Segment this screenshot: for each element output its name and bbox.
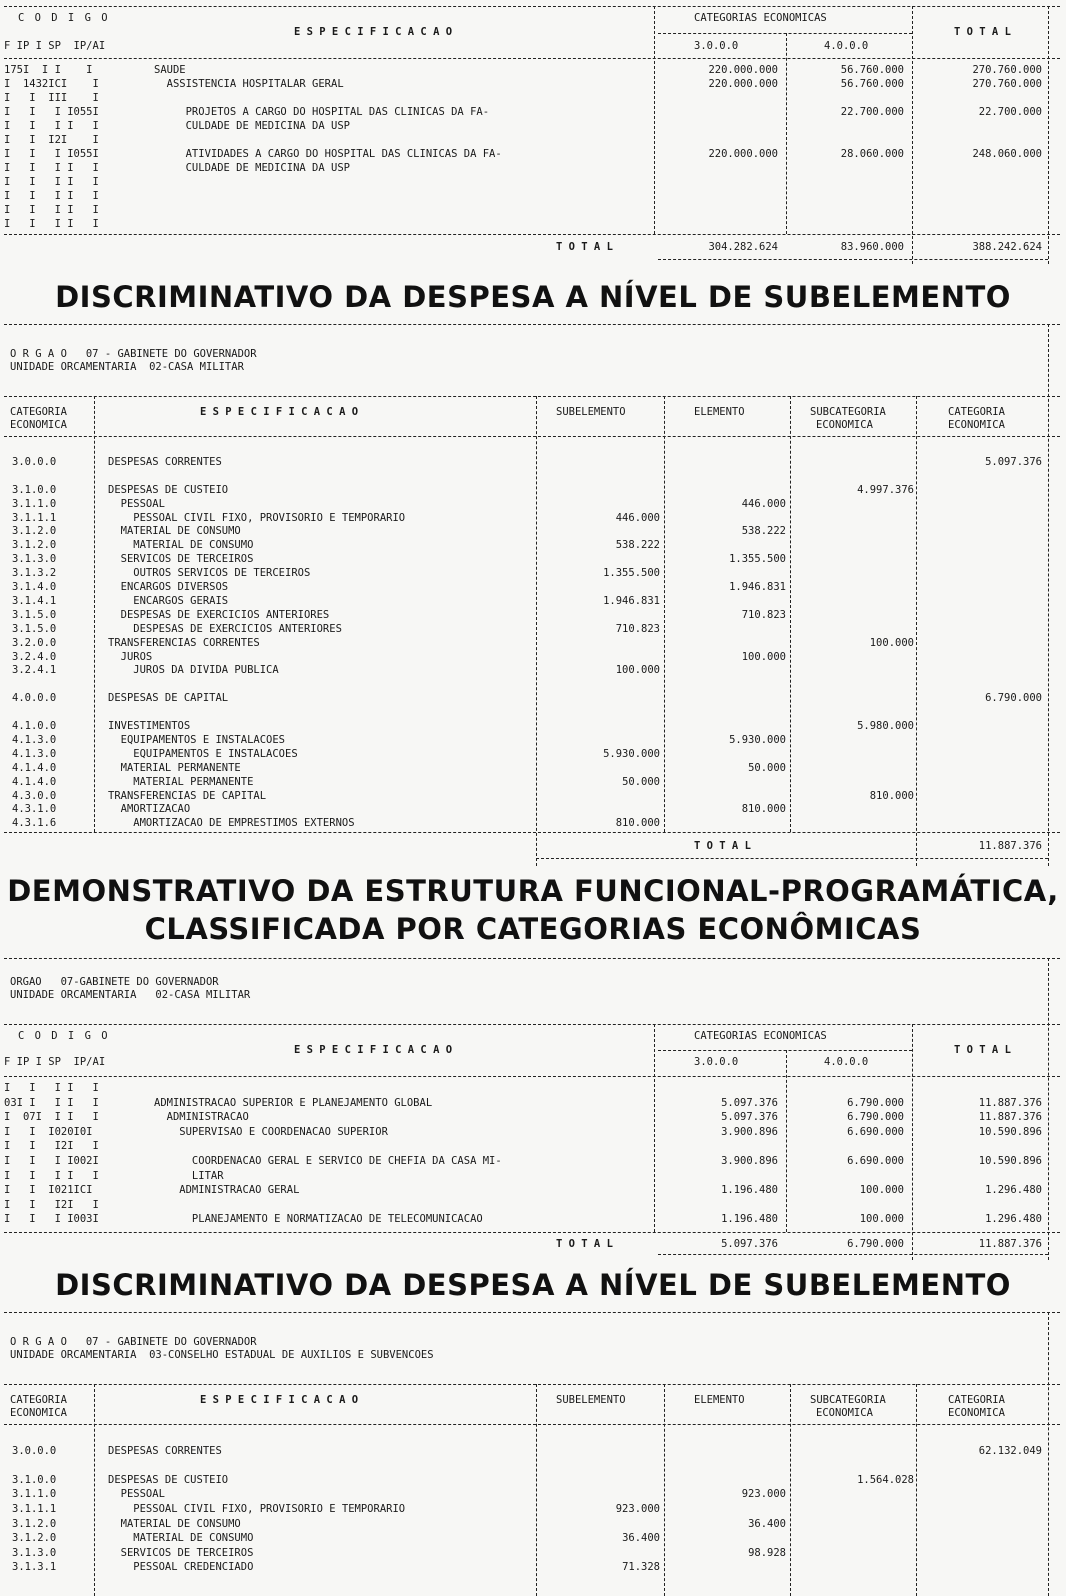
- heading-discriminativo-2: DISCRIMINATIVO DA DESPESA A NÍVEL DE SUBELEMENTO: [55, 1268, 1011, 1302]
- value-cell-4000: 28.060.000: [840, 148, 904, 160]
- elemento-cell: 100.000: [741, 650, 786, 663]
- category-code-cell: 4.1.4.0: [12, 761, 57, 774]
- category-code-cell: 3.0.0.0: [12, 455, 57, 468]
- spec-cell: DESPESAS DE EXERCICIOS ANTERIORES: [108, 608, 330, 621]
- top-functional-table: [4, 6, 1060, 264]
- sub2-orgao-line: O R G A O 07 - GABINETE DO GOVERNADOR: [10, 1336, 257, 1348]
- subelemento-cell: 5.930.000: [603, 747, 660, 760]
- total-cell: 22.700.000: [978, 106, 1042, 118]
- category-code-cell: 4.0.0.0: [12, 692, 57, 705]
- spec-cell: ADMINISTRACAO GERAL: [154, 1184, 300, 1197]
- category-code-cell: 3.1.1.0: [12, 497, 57, 510]
- spec-cell: PESSOAL: [108, 1488, 165, 1501]
- code-cell: I I III I: [4, 92, 99, 104]
- category-code-cell: 4.1.3.0: [12, 747, 57, 760]
- spec-cell: ENCARGOS DIVERSOS: [108, 581, 229, 593]
- category-code-cell: 3.1.2.0: [12, 1517, 57, 1530]
- code-cell: I I I I055I: [4, 106, 99, 118]
- elemento-cell: 710.823: [741, 608, 786, 621]
- value-cell-3000: 5.097.376: [721, 1096, 778, 1109]
- code-cell: I I I I I: [4, 1082, 99, 1094]
- category-code-cell: 3.1.2.0: [12, 539, 57, 552]
- spec-cell: INVESTIMENTOS: [108, 720, 191, 732]
- spec-cell: TRANSFERENCIAS DE CAPITAL: [108, 789, 267, 802]
- category-code-cell: 3.1.2.0: [12, 1532, 57, 1545]
- value-cell-3000: 5.097.376: [721, 1111, 778, 1124]
- code-cell: I I I020I0I: [4, 1125, 93, 1138]
- spec-cell: PESSOAL CREDENCIADO: [108, 1561, 254, 1574]
- hdr-economica-right: ECONOMICA: [948, 419, 1005, 431]
- func-total-v2: 6.790.000: [847, 1238, 904, 1250]
- spec-cell: AMORTIZACAO DE EMPRESTIMOS EXTERNOS: [108, 817, 355, 830]
- code-cell: 175I I I I: [4, 64, 93, 76]
- code-cell: I 1432ICI I: [4, 78, 99, 90]
- spec-cell: SUPERVISAO E COORDENACAO SUPERIOR: [154, 1125, 388, 1138]
- sub2-hdr-especificacao: E S P E C I F I C A C A O: [200, 1394, 359, 1406]
- subcategoria-cell: 1.564.028: [857, 1473, 914, 1486]
- value-cell-3000: 220.000.000: [708, 78, 778, 90]
- hdr-categoria: CATEGORIA: [10, 406, 67, 418]
- elemento-cell: 446.000: [741, 497, 786, 510]
- heading-demonstrativo-line1: DEMONSTRATIVO DA ESTRUTURA FUNCIONAL-PROGRAMÁTICA,: [7, 874, 1059, 908]
- spec-cell: DESPESAS DE EXERCICIOS ANTERIORES: [108, 622, 342, 635]
- spec-cell: MATERIAL DE CONSUMO: [108, 1517, 241, 1530]
- total-header: T O T A L: [954, 26, 1011, 38]
- total-cell: 10.590.896: [978, 1155, 1042, 1167]
- elemento-cell: 98.928: [748, 1546, 786, 1559]
- code-cell: I I I I002I: [4, 1155, 99, 1167]
- subelemento-cell: 446.000: [615, 511, 660, 524]
- func-col1-header: 3.0.0.0: [694, 1056, 739, 1068]
- code-cell: I I I I I: [4, 204, 99, 216]
- sub1-total-label: T O T A L: [694, 840, 751, 852]
- subelemento-cell: 1.355.500: [603, 567, 660, 580]
- heading-discriminativo-1: DISCRIMINATIVO DA DESPESA A NÍVEL DE SUBELEMENTO: [55, 280, 1011, 314]
- subcategoria-cell: 4.997.376: [857, 483, 914, 496]
- spec-cell: DESPESAS CORRENTES: [108, 455, 222, 468]
- spec-cell: MATERIAL DE CONSUMO: [108, 525, 241, 538]
- orgao-line: O R G A O 07 - GABINETE DO GOVERNADOR: [10, 348, 257, 360]
- category-code-cell: 3.2.0.0: [12, 636, 57, 649]
- spec-cell: AMORTIZACAO: [108, 803, 191, 816]
- total-cell: 11.887.376: [978, 1096, 1042, 1109]
- spec-cell: MATERIAL PERMANENTE: [108, 761, 241, 774]
- top-total-total: 388.242.624: [972, 241, 1042, 253]
- value-cell-3000: 3.900.896: [721, 1155, 778, 1167]
- category-code-cell: 3.1.4.1: [12, 594, 57, 607]
- func-codigo-header: C O D I G O: [18, 1030, 110, 1042]
- spec-cell: CULDADE DE MEDICINA DA USP: [154, 162, 350, 174]
- func-unidade-line: UNIDADE ORCAMENTARIA 02-CASA MILITAR: [10, 989, 251, 1001]
- category-code-cell: 3.1.5.0: [12, 608, 57, 621]
- subelemento-cell: 1.946.831: [603, 594, 660, 607]
- spec-cell: ENCARGOS GERAIS: [108, 594, 229, 607]
- func-especificacao-header: E S P E C I F I C A C A O: [294, 1044, 453, 1056]
- code-cell: I I I2I I: [4, 1198, 99, 1211]
- elemento-cell: 50.000: [748, 761, 786, 774]
- total-cell: 248.060.000: [972, 148, 1042, 160]
- category-code-cell: 3.1.0.0: [12, 1473, 57, 1486]
- sub2-hdr-subcategoria: SUBCATEGORIA: [810, 1394, 886, 1406]
- value-cell-3000: 3.900.896: [721, 1125, 778, 1138]
- sub2-hdr-subelemento: SUBELEMENTO: [556, 1394, 626, 1406]
- category-code-cell: 3.1.1.0: [12, 1488, 57, 1501]
- total-cell: 1.296.480: [985, 1213, 1042, 1226]
- value-cell-4000: 100.000: [859, 1213, 904, 1226]
- spec-cell: PESSOAL CIVIL FIXO, PROVISORIO E TEMPORARIO: [108, 511, 406, 524]
- value-cell-4000: 22.700.000: [840, 106, 904, 118]
- elemento-cell: 923.000: [741, 1488, 786, 1501]
- categorias-header: CATEGORIAS ECONOMICAS: [694, 12, 827, 24]
- total-cell: 1.296.480: [985, 1184, 1042, 1197]
- value-cell-3000: 220.000.000: [708, 64, 778, 76]
- func-total-v1: 5.097.376: [721, 1238, 778, 1250]
- category-code-cell: 3.1.0.0: [12, 483, 57, 496]
- top-total-v2: 83.960.000: [840, 241, 904, 253]
- spec-cell: CULDADE DE MEDICINA DA USP: [154, 120, 350, 132]
- spec-cell: LITAR: [154, 1169, 224, 1182]
- code-cell: I I I I I: [4, 218, 99, 230]
- category-code-cell: 4.1.0.0: [12, 720, 57, 732]
- sub2-hdr-categoria-right: CATEGORIA: [948, 1394, 1005, 1406]
- total-cell: 11.887.376: [978, 1111, 1042, 1124]
- code-cell: I I I2I I: [4, 1140, 99, 1153]
- func-total-header: T O T A L: [954, 1044, 1011, 1056]
- code-cell: I I I I I: [4, 120, 99, 132]
- value-cell-4000: 56.760.000: [840, 64, 904, 76]
- spec-cell: SERVICOS DE TERCEIROS: [108, 553, 254, 566]
- func-total-label: T O T A L: [556, 1238, 613, 1250]
- categoria-cell: 5.097.376: [985, 455, 1042, 468]
- spec-cell: TRANSFERENCIAS CORRENTES: [108, 636, 260, 649]
- spec-cell: MATERIAL DE CONSUMO: [108, 539, 254, 552]
- category-code-cell: 3.1.3.0: [12, 1546, 57, 1559]
- spec-cell: DESPESAS DE CUSTEIO: [108, 1473, 229, 1486]
- elemento-cell: 538.222: [741, 525, 786, 538]
- category-code-cell: 3.1.3.0: [12, 553, 57, 566]
- sub2-hdr-categoria: CATEGORIA: [10, 1394, 67, 1406]
- subelemento-cell: 36.400: [622, 1532, 660, 1545]
- spec-cell: DESPESAS DE CAPITAL: [108, 692, 229, 705]
- spec-cell: OUTROS SERVICOS DE TERCEIROS: [108, 567, 311, 580]
- spec-cell: EQUIPAMENTOS E INSTALACOES: [108, 733, 286, 746]
- code-cell: 03I I I I I: [4, 1096, 99, 1109]
- code-cell: I I I I I: [4, 162, 99, 174]
- func-total-total: 11.887.376: [978, 1238, 1042, 1250]
- code-cell: I I I I055I: [4, 148, 99, 160]
- code-cell: I I I021ICI: [4, 1184, 93, 1197]
- sub2-hdr-economica-right: ECONOMICA: [948, 1407, 1005, 1419]
- subcategoria-cell: 810.000: [869, 789, 914, 802]
- category-code-cell: 3.1.1.1: [12, 511, 57, 524]
- spec-cell: MATERIAL PERMANENTE: [108, 775, 254, 788]
- elemento-cell: 36.400: [748, 1517, 786, 1530]
- subelemento-cell: 710.823: [615, 622, 660, 635]
- func-codes-header: F IP I SP IP/AI: [4, 1056, 106, 1068]
- spec-cell: DESPESAS DE CUSTEIO: [108, 483, 229, 496]
- spec-cell: ASSISTENCIA HOSPITALAR GERAL: [154, 78, 344, 90]
- hdr-subcategoria: SUBCATEGORIA: [810, 406, 886, 418]
- value-cell-4000: 6.690.000: [847, 1155, 904, 1167]
- total-cell: 10.590.896: [978, 1125, 1042, 1138]
- subcategoria-cell: 100.000: [869, 636, 914, 649]
- total-cell: 270.760.000: [972, 64, 1042, 76]
- heading-demonstrativo-line2: CLASSIFICADA POR CATEGORIAS ECONÔMICAS: [144, 912, 922, 946]
- categoria-cell: 6.790.000: [985, 692, 1042, 705]
- subelemento-cell: 50.000: [622, 775, 660, 788]
- spec-cell: COORDENACAO GERAL E SERVICO DE CHEFIA DA CASA MI-: [154, 1155, 502, 1167]
- category-code-cell: 3.0.0.0: [12, 1444, 57, 1457]
- subelemento-cell: 71.328: [622, 1561, 660, 1574]
- category-code-cell: 3.1.4.0: [12, 581, 57, 593]
- spec-cell: JUROS DA DIVIDA PUBLICA: [108, 664, 279, 677]
- col2-header: 4.0.0.0: [824, 40, 869, 52]
- elemento-cell: 1.355.500: [729, 553, 786, 566]
- category-code-cell: 3.2.4.0: [12, 650, 57, 663]
- spec-cell: PLANEJAMENTO E NORMATIZACAO DE TELECOMUNICACAO: [154, 1213, 483, 1226]
- value-cell-4000: 100.000: [859, 1184, 904, 1197]
- spec-cell: JUROS: [108, 650, 153, 663]
- category-code-cell: 3.1.3.2: [12, 567, 57, 580]
- spec-cell: ADMINISTRACAO SUPERIOR E PLANEJAMENTO GLOBAL: [154, 1096, 433, 1109]
- value-cell-4000: 6.690.000: [847, 1125, 904, 1138]
- sub2-hdr-economica: ECONOMICA: [10, 1407, 67, 1419]
- func-col2-header: 4.0.0.0: [824, 1056, 869, 1068]
- code-cell: I 07I I I I: [4, 1111, 99, 1124]
- spec-cell: ADMINISTRACAO: [154, 1111, 249, 1124]
- spec-cell: PESSOAL CIVIL FIXO, PROVISORIO E TEMPORARIO: [108, 1503, 406, 1515]
- hdr-elemento: ELEMENTO: [694, 406, 745, 418]
- spec-cell: ATIVIDADES A CARGO DO HOSPITAL DAS CLINICAS DA FA-: [154, 148, 502, 160]
- value-cell-4000: 56.760.000: [840, 78, 904, 90]
- spec-cell: PROJETOS A CARGO DO HOSPITAL DAS CLINICAS DA FA-: [154, 106, 490, 118]
- spec-cell: EQUIPAMENTOS E INSTALACOES: [108, 747, 298, 760]
- subelemento-cell: 538.222: [615, 539, 660, 552]
- category-code-cell: 3.1.1.1: [12, 1503, 57, 1515]
- col1-header: 3.0.0.0: [694, 40, 739, 52]
- category-code-cell: 4.1.4.0: [12, 775, 57, 788]
- spec-cell: MATERIAL DE CONSUMO: [108, 1532, 254, 1545]
- hdr-categoria-right: CATEGORIA: [948, 406, 1005, 418]
- hdr-subcategoria-econ: ECONOMICA: [816, 419, 873, 431]
- category-code-cell: 3.1.3.1: [12, 1561, 57, 1574]
- subcategoria-cell: 5.980.000: [857, 720, 914, 732]
- code-cell: I I I I I: [4, 190, 99, 202]
- top-total-v1: 304.282.624: [708, 241, 778, 253]
- value-cell-3000: 1.196.480: [721, 1184, 778, 1197]
- spec-cell: PESSOAL: [108, 497, 165, 510]
- unidade-line: UNIDADE ORCAMENTARIA 02-CASA MILITAR: [10, 361, 244, 373]
- category-code-cell: 4.3.1.0: [12, 803, 57, 816]
- category-code-cell: 3.1.2.0: [12, 525, 57, 538]
- value-cell-4000: 6.790.000: [847, 1111, 904, 1124]
- hdr-especificacao: E S P E C I F I C A C A O: [200, 406, 359, 418]
- top-total-label: T O T A L: [556, 241, 613, 253]
- value-cell-3000: 220.000.000: [708, 148, 778, 160]
- sub2-hdr-subcategoria-econ: ECONOMICA: [816, 1407, 873, 1419]
- category-code-cell: 3.1.5.0: [12, 622, 57, 635]
- functional-table-casa-militar: [4, 958, 1060, 1258]
- hdr-subelemento: SUBELEMENTO: [556, 406, 626, 418]
- code-cell: I I I I I: [4, 1169, 99, 1182]
- subelemento-cell: 100.000: [615, 664, 660, 677]
- code-cell: I I I2I I: [4, 134, 99, 146]
- code-cell: I I I I003I: [4, 1213, 99, 1226]
- value-cell-3000: 1.196.480: [721, 1213, 778, 1226]
- func-orgao-line: ORGAO 07-GABINETE DO GOVERNADOR: [10, 976, 219, 988]
- subelemento-table-conselho: [4, 1312, 1060, 1596]
- category-code-cell: 4.1.3.0: [12, 733, 57, 746]
- hdr-economica: ECONOMICA: [10, 419, 67, 431]
- subelemento-cell: 923.000: [615, 1503, 660, 1515]
- codes-header: F IP I SP IP/AI: [4, 40, 106, 52]
- elemento-cell: 810.000: [741, 803, 786, 816]
- sub2-hdr-elemento: ELEMENTO: [694, 1394, 745, 1406]
- categoria-cell: 62.132.049: [978, 1444, 1042, 1457]
- category-code-cell: 4.3.1.6: [12, 817, 57, 830]
- value-cell-4000: 6.790.000: [847, 1096, 904, 1109]
- subelemento-table-casa-militar: [4, 324, 1060, 864]
- sub1-total-value: 11.887.376: [978, 840, 1042, 852]
- category-code-cell: 3.2.4.1: [12, 664, 57, 677]
- category-code-cell: 4.3.0.0: [12, 789, 57, 802]
- subelemento-cell: 810.000: [615, 817, 660, 830]
- total-cell: 270.760.000: [972, 78, 1042, 90]
- sub2-unidade-line: UNIDADE ORCAMENTARIA 03-CONSELHO ESTADUAL DE AUXILIOS E SUBVENCOES: [10, 1349, 434, 1361]
- especificacao-header: E S P E C I F I C A C A O: [294, 26, 453, 38]
- elemento-cell: 5.930.000: [729, 733, 786, 746]
- code-cell: I I I I I: [4, 176, 99, 188]
- spec-cell: SAUDE: [154, 64, 186, 76]
- spec-cell: SERVICOS DE TERCEIROS: [108, 1546, 254, 1559]
- codigo-header: C O D I G O: [18, 12, 110, 24]
- func-categorias-header: CATEGORIAS ECONOMICAS: [694, 1030, 827, 1042]
- spec-cell: DESPESAS CORRENTES: [108, 1444, 222, 1457]
- elemento-cell: 1.946.831: [729, 581, 786, 593]
